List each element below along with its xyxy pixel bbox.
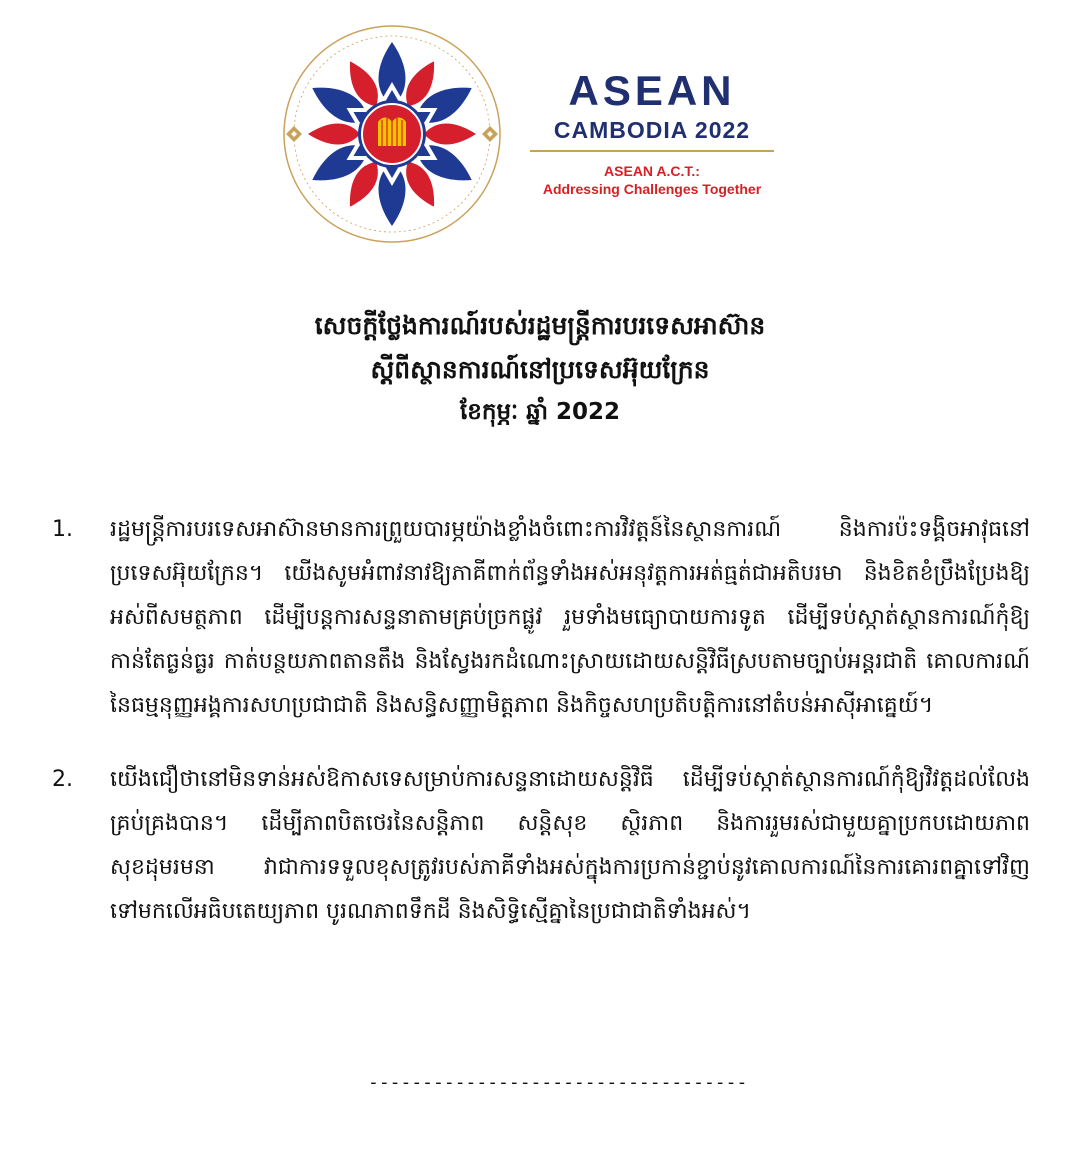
document-header	[0, 0, 1080, 290]
logo-subtitle: CAMBODIA 2022	[553, 117, 751, 143]
paragraph-2	[52, 758, 1032, 934]
paragraph-number: 1.	[52, 517, 73, 542]
statement-body	[52, 508, 1032, 964]
logo-theme-tagline: Addressing Challenges Together	[542, 181, 762, 197]
logo-theme-title: ASEAN A.C.T.:	[604, 163, 700, 179]
paragraph-1	[52, 508, 1032, 728]
paragraph-number: 2.	[52, 767, 73, 792]
statement-title-block	[0, 304, 1080, 432]
logo-rule	[530, 150, 774, 152]
statement-title-line-1: សេចក្តីថ្លែងការណ៍របស់រដ្ឋមន្ត្រីការបរទេសអាស៊ាន	[314, 311, 766, 340]
paragraph-text: យើងជឿថានៅមិនទាន់អស់ឱកាសទេសម្រាប់ការសន្ទនាដោយសន្តិវិធី ដើម្បីទប់ស្កាត់ស្ថានការណ៍កុំឱ្យវិវត្តដល់លែងគ្រប់គ្រងបាន។ ដើម្បីភាពបិតថេរនៃសន្តិភាព សន្តិសុខ ស្ថិរភាព និងការរួមរស់ជាមួយគ្នាប្រកបដោយភាពសុខដុមរមនា វាជាការទទួលខុសត្រូវរបស់ភាគីទាំងអស់ក្នុងការប្រកាន់ខ្ជាប់នូវគោលការណ៍នៃការគោរពគ្នាទៅវិញទៅមកលើអធិបតេយ្យភាព បូរណភាពទឹកដី និងសិទ្ធិស្មើគ្នានៃប្រជាជាតិទាំងអស់។	[110, 767, 1030, 924]
asean-cambodia-emblem-icon	[278, 20, 506, 248]
asean-wordmark	[530, 68, 774, 198]
logo-wordmark: ASEAN	[568, 67, 736, 114]
paragraph-text: រដ្ឋមន្ត្រីការបរទេសអាស៊ានមានការព្រួយបារម្ភយ៉ាងខ្លាំងចំពោះការវិវត្តន៍នៃស្ថានការណ៍ និងការប៉ះទង្គិចអាវុធនៅប្រទេសអ៊ុយក្រែន។ យើងសូមអំពាវនាវឱ្យភាគីពាក់ព័ន្ធទាំងអស់អនុវត្តការអត់ធ្មត់ជាអតិបរមា និងខិតខំប្រឹងប្រែងឱ្យអស់ពីសមត្ថភាព ដើម្បីបន្តការសន្ទនាតាមគ្រប់ច្រកផ្លូវ រួមទាំងមធ្យោបាយការទូត ដើម្បីទប់ស្កាត់ស្ថានការណ៍កុំឱ្យកាន់តែធ្ងន់ធ្ងរ កាត់បន្ថយភាពតានតឹង និងស្វែងរកដំណោះស្រាយដោយសន្តិវិធីស្របតាមច្បាប់អន្តរជាតិ គោលការណ៍នៃធម្មនុញ្ញអង្គការសហប្រជាជាតិ និងសន្ធិសញ្ញាមិត្តភាព និងកិច្ចសហប្រតិបត្តិការនៅតំបន់អាស៊ីអាគ្នេយ៍។	[110, 517, 1030, 718]
end-divider: -----------------------------------	[368, 1072, 748, 1093]
statement-title-line-2: ស្តីពីស្ថានការណ៍នៅប្រទេសអ៊ុយក្រែន	[370, 355, 710, 384]
statement-date: ខែកុម្ភៈ ឆ្នាំ 2022	[459, 399, 621, 425]
